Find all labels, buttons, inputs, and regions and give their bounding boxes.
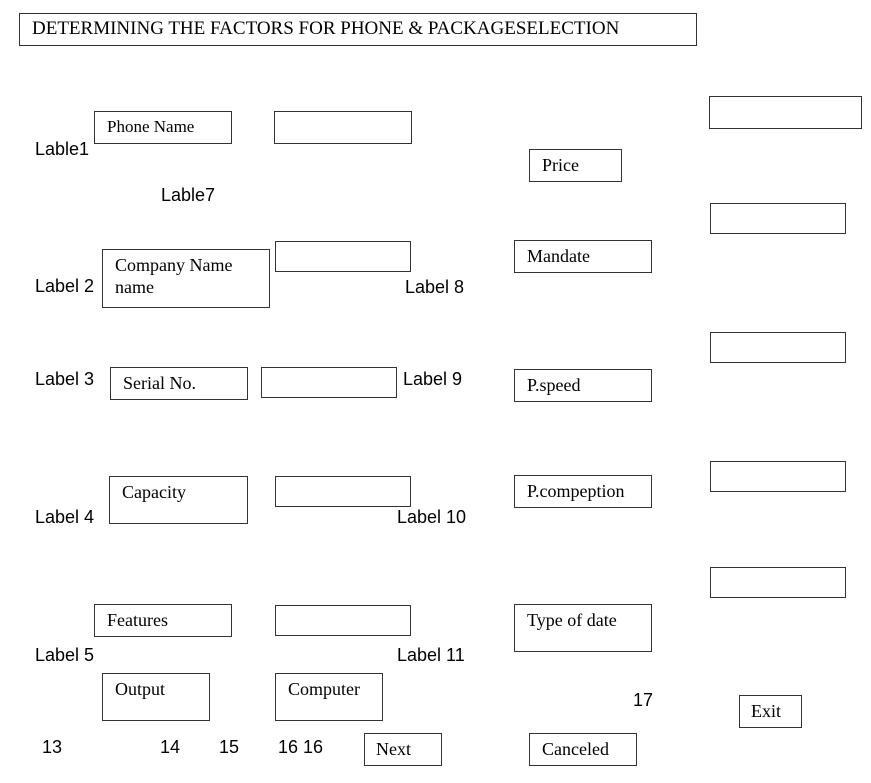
label-7: Lable7: [161, 185, 216, 205]
label-2: Label 2: [35, 276, 95, 296]
serial-no-input[interactable]: [261, 367, 397, 398]
canceled-button[interactable]: Canceled: [529, 733, 637, 766]
next-button[interactable]: Next: [364, 733, 442, 766]
serial-no-label: Serial No.: [110, 367, 248, 400]
phone-name-input[interactable]: [274, 111, 412, 144]
mandate-input[interactable]: [710, 203, 846, 234]
company-name-label: Company Name name: [102, 249, 270, 308]
label-3: Label 3: [35, 369, 95, 389]
number-17: 17: [633, 690, 654, 710]
pspeed-input[interactable]: [710, 332, 846, 363]
price-input[interactable]: [709, 96, 862, 129]
pspeed-label: P.speed: [514, 369, 652, 402]
number-14: 14: [160, 737, 181, 757]
label-9: Label 9: [403, 369, 463, 389]
type-of-date-input[interactable]: [710, 567, 846, 598]
pcompetition-label: P.compeption: [514, 475, 652, 508]
number-16: 16 16: [278, 737, 324, 757]
label-10: Label 10: [397, 507, 467, 527]
mandate-label: Mandate: [514, 240, 652, 273]
company-name-input[interactable]: [275, 241, 411, 272]
label-5: Label 5: [35, 645, 95, 665]
price-label: Price: [529, 149, 622, 182]
number-13: 13: [42, 737, 63, 757]
type-of-date-label: Type of date: [514, 604, 652, 652]
features-label: Features: [94, 604, 232, 637]
computer-label: Computer: [275, 673, 383, 721]
output-label: Output: [102, 673, 210, 721]
number-15: 15: [219, 737, 240, 757]
label-8: Label 8: [405, 277, 465, 297]
capacity-input[interactable]: [275, 476, 411, 507]
features-input[interactable]: [275, 605, 411, 636]
pcompetition-input[interactable]: [710, 461, 846, 492]
exit-button[interactable]: Exit: [739, 695, 802, 728]
label-1: Lable1: [35, 139, 90, 159]
label-11: Label 11: [397, 645, 465, 665]
page-title: DETERMINING THE FACTORS FOR PHONE & PACKAGESELECTION: [19, 13, 697, 46]
phone-name-label: Phone Name: [94, 111, 232, 144]
capacity-label: Capacity: [109, 476, 248, 524]
label-4: Label 4: [35, 507, 95, 527]
